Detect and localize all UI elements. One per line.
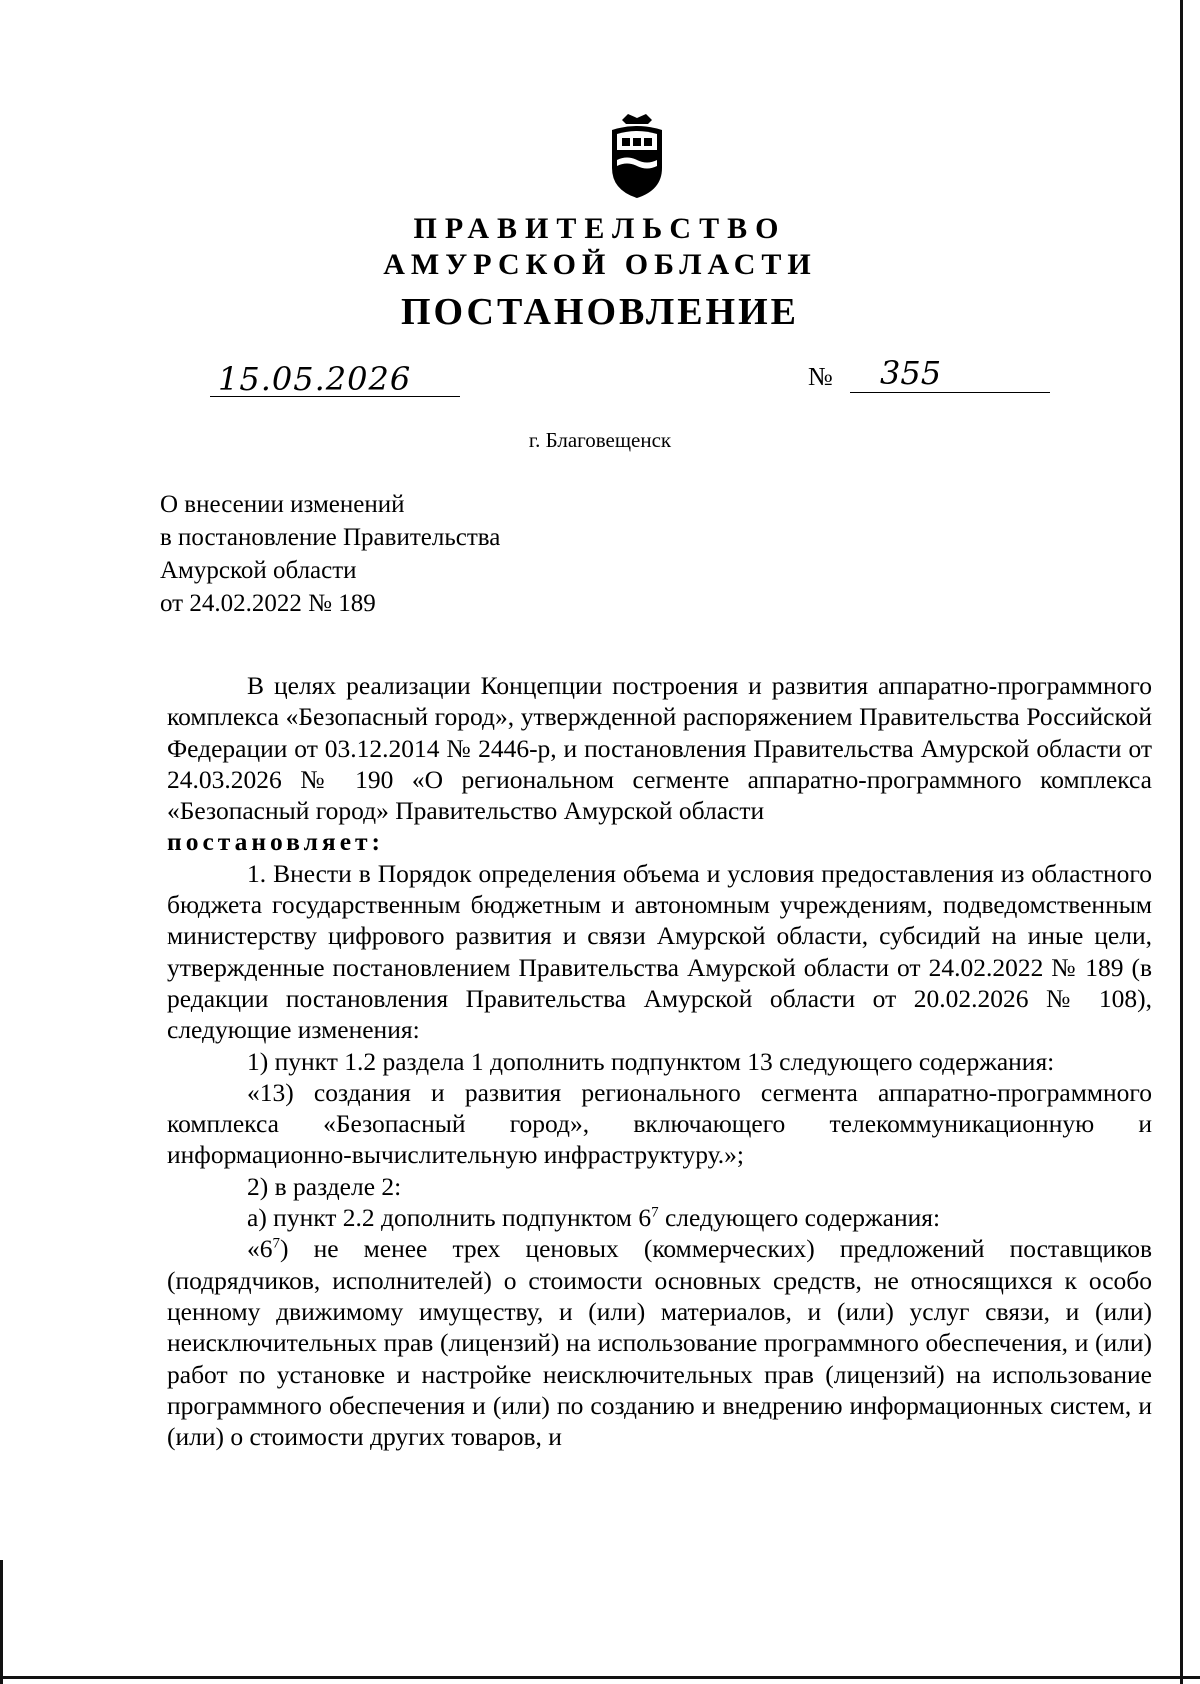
subitem-2-paragraph: 2) в разделе 2: — [247, 1171, 402, 1201]
number-underline — [850, 392, 1050, 393]
scan-edge-bottom — [0, 1676, 1200, 1679]
amur-oblast-coat-of-arms-icon — [602, 110, 672, 200]
subitem-a-text-end: следующего содержания: — [658, 1203, 941, 1233]
item-1-paragraph: 1. Внести в Порядок определения объема и условия предоставления из областного бюджета государственным бюджетным и автономным учреждениям, подведомственным министерству цифрового развития и связи Амурской области, субсидий на иные цели, утвержденные постановлением Правительства Амурской области от 24.02.2022 № 189 (в редакции постановления Правительства Амурской области от 20.02.2026 № 108), следующие изменения: — [167, 858, 1152, 1045]
quote-6-paragraph — [167, 1233, 1152, 1452]
number-label: № — [808, 362, 833, 391]
subject-line: О внесении изменений — [160, 491, 405, 518]
preamble-paragraph: В целях реализации Концепции построения и развития аппаратно-программного комплекса «Безопасный город», утвержденной распоряжением Правительства Российской Федерации от 03.12.2014 № 2446-р, и постановления Правительства Амурской области от 24.03.2026 № 190 «О региональном сегменте аппаратно-программного комплекса «Безопасный город» Правительство Амурской области — [167, 671, 1152, 826]
subject-line: Амурской области — [160, 557, 357, 584]
city-name: г. Благовещенск — [528, 428, 672, 452]
decree-word: постановляет: — [167, 827, 385, 857]
subitem-1-paragraph: 1) пункт 1.2 раздела 1 дополнить подпунктом 13 следующего содержания: — [247, 1046, 1055, 1076]
quote-6-open: «6 — [247, 1234, 273, 1264]
subject-line: в постановление Правительства — [160, 524, 501, 551]
superscript: 7 — [651, 1204, 659, 1221]
superscript: 7 — [272, 1235, 280, 1252]
document-date: 15.05.2026 — [218, 360, 412, 398]
document-body — [167, 670, 1152, 1452]
header-government: ПРАВИТЕЛЬСТВО — [413, 212, 787, 245]
subject-line: от 24.02.2022 № 189 — [160, 590, 376, 617]
subitem-a-text: а) пункт 2.2 дополнить подпунктом 6 — [247, 1203, 652, 1233]
scan-edge-left — [0, 1560, 3, 1684]
document-number: 355 — [880, 354, 942, 392]
quote-6-text: ) не менее трех ценовых (коммерческих) предложений поставщиков (подрядчиков, исполнителей) о стоимости основных средств, не относящихся к особо ценному движимому имуществу, и (или) материалов, и (или) услуг связи, и (или) неисключительных прав (лицензий) на использование программного обеспечения, и (или) работ по установке и настройке неисключительных прав (лицензий) на использование программного обеспечения и (или) по созданию и внедрению информационных систем, и (или) о стоимости других товаров, и — [167, 1234, 1152, 1452]
document-subject — [160, 488, 500, 620]
header-region: АМУРСКОЙ ОБЛАСТИ — [383, 248, 817, 281]
document-type-title: ПОСТАНОВЛЕНИЕ — [400, 291, 800, 333]
subitem-a-paragraph — [167, 1202, 1152, 1233]
quote-13-paragraph: «13) создания и развития регионального сегмента аппаратно-программного комплекса «Безопасный город», включающего телекоммуникационную и информационно-вычислительную инфраструктуру.»; — [167, 1077, 1152, 1170]
date-underline — [210, 396, 460, 397]
